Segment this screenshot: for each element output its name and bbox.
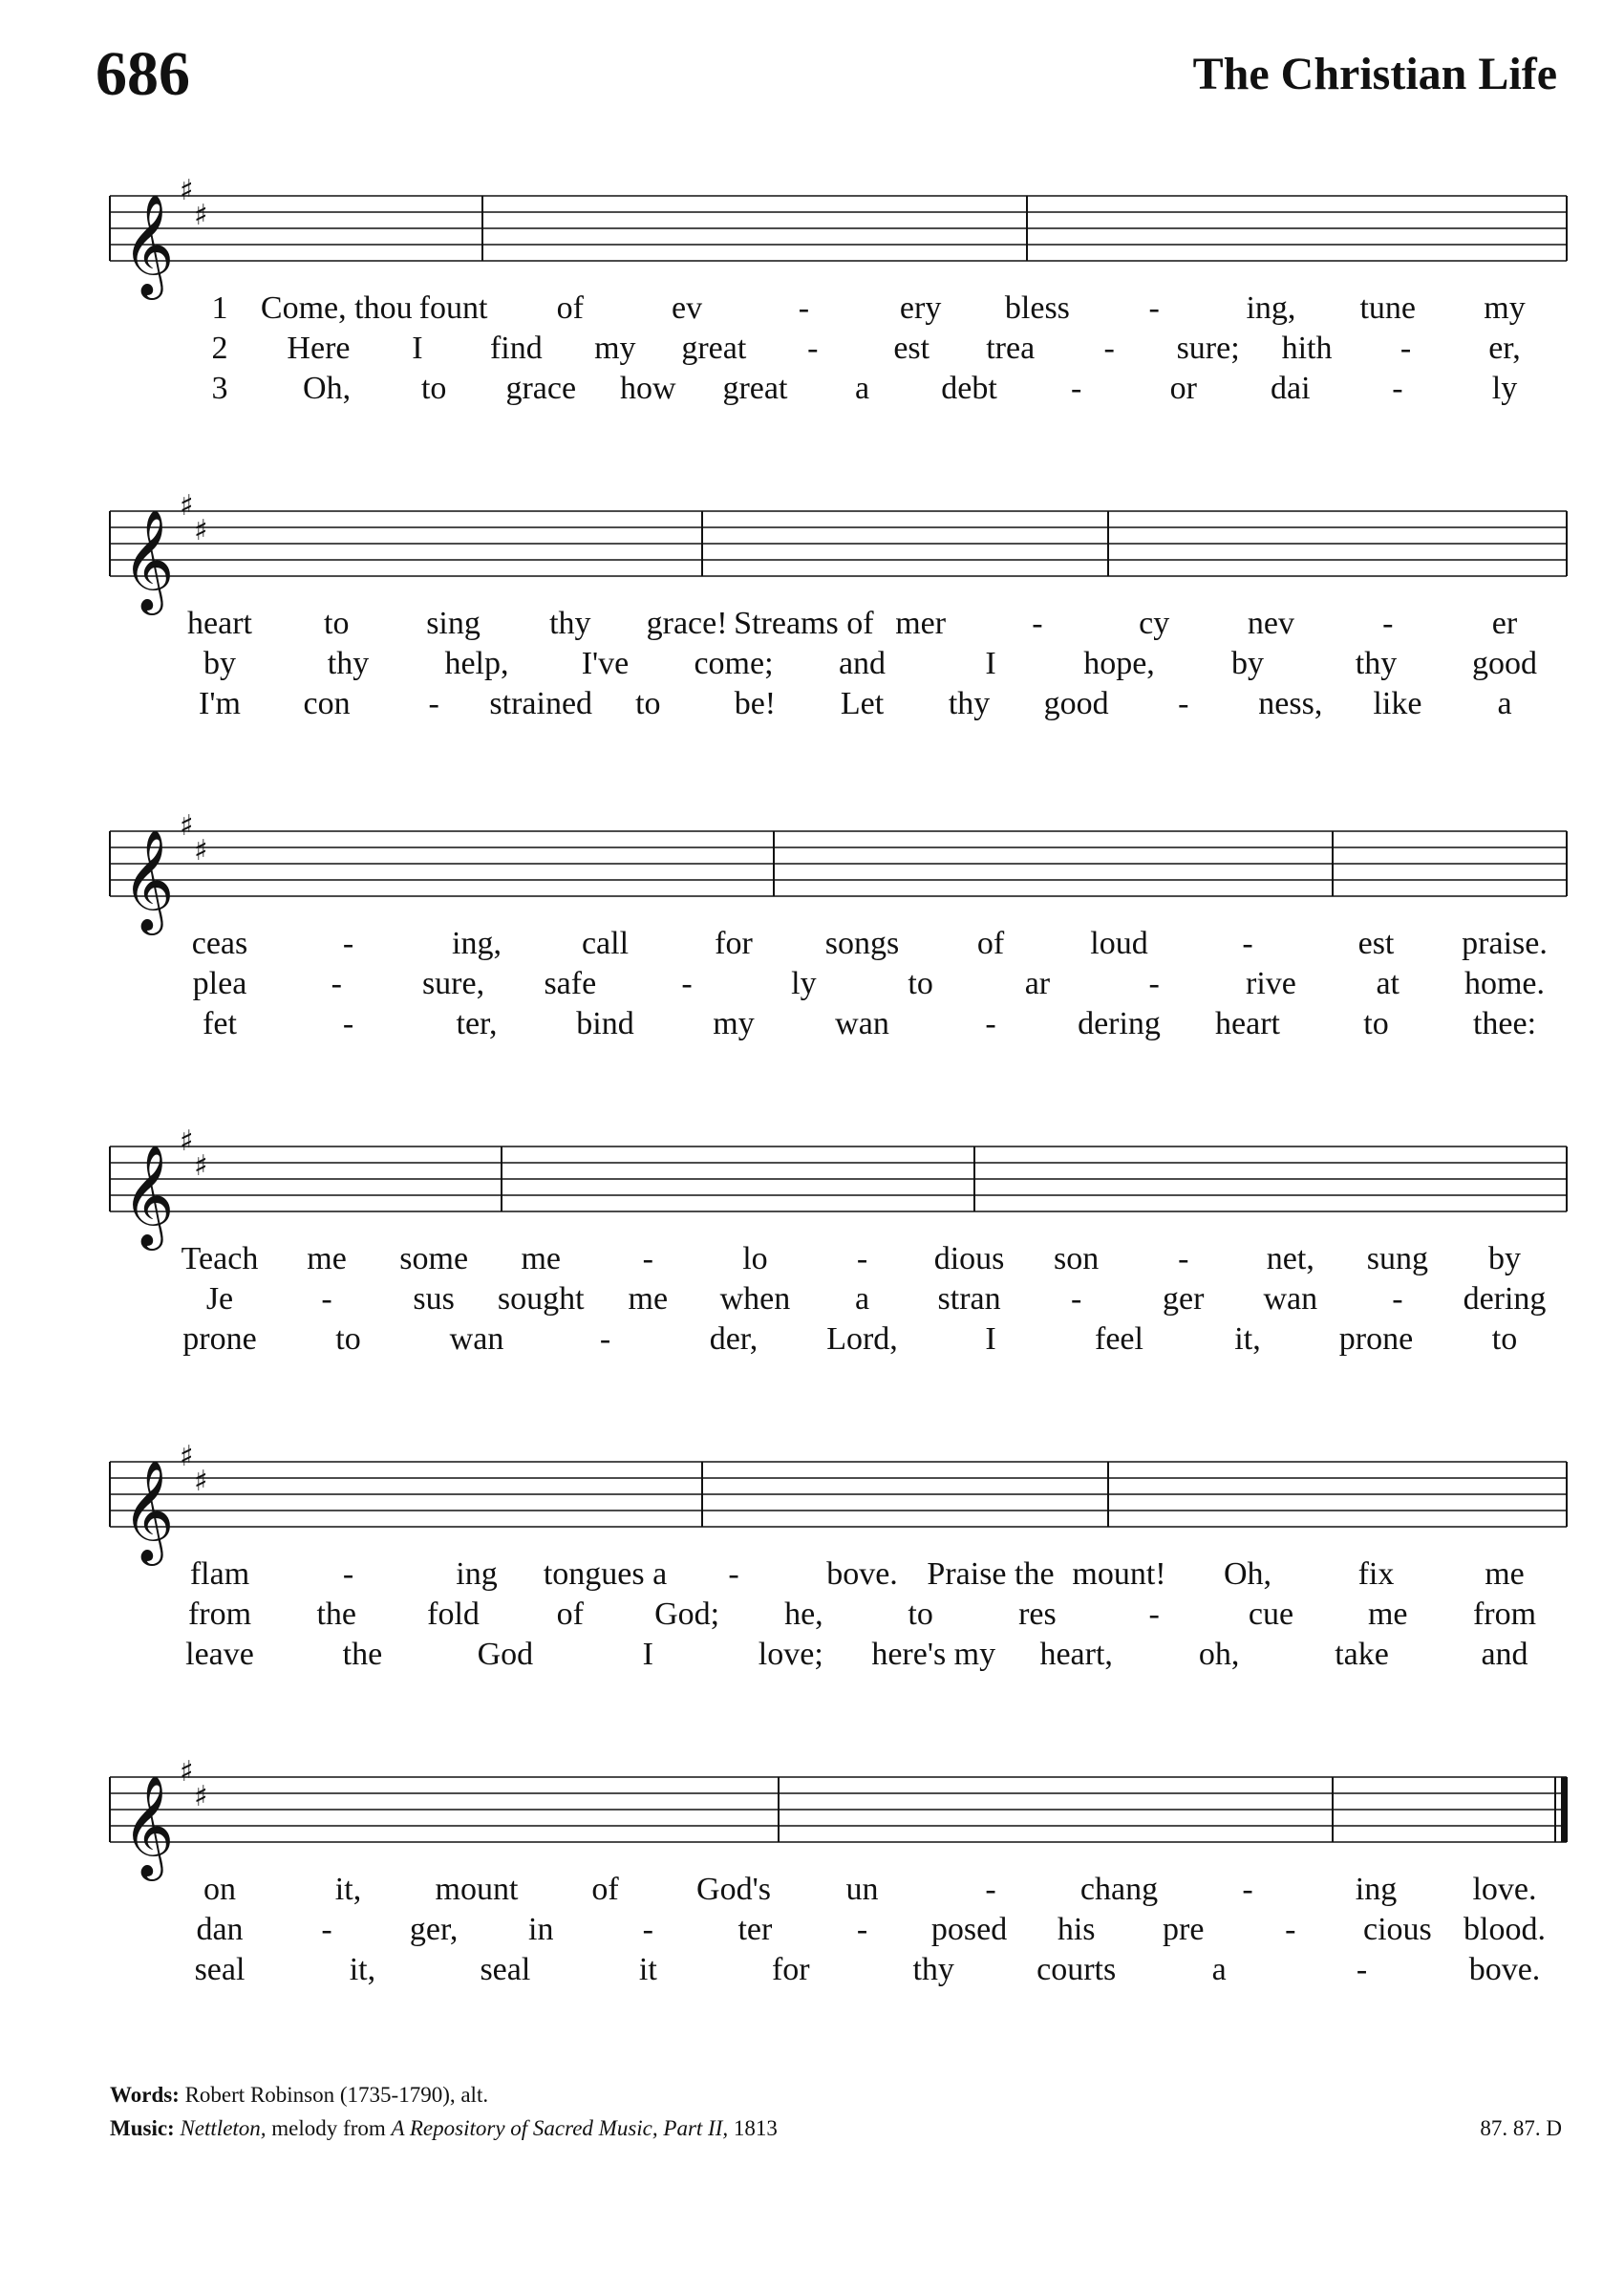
lyric-syllable: - (599, 1321, 611, 1357)
treble-clef: 𝄞 (122, 1459, 175, 1561)
lyric-syllable: for (771, 1952, 810, 1987)
lyric-syllable: - (1242, 926, 1253, 961)
lyric-syllable: the (316, 1597, 357, 1632)
lyric-syllable: Praise the (927, 1556, 1055, 1592)
lyric-syllable: a (854, 1281, 870, 1317)
key-signature-sharp: ♯ (194, 1465, 208, 1498)
lyric-syllable: er (1491, 606, 1518, 641)
lyric-syllable: wan (1263, 1281, 1318, 1317)
lyric-syllable: - (728, 1556, 739, 1592)
lyric-syllable: grace (505, 371, 577, 406)
lyric-syllable: - (342, 926, 354, 961)
lyric-syllable: con (303, 686, 351, 721)
lyric-syllable: safe (544, 966, 597, 1001)
lyric-syllable: to (1363, 1006, 1389, 1041)
key-signature-sharp: ♯ (180, 1440, 194, 1473)
lyric-syllable: 1 (211, 290, 228, 326)
lyric-syllable: thee: (1472, 1006, 1537, 1041)
lyric-syllable: great (722, 371, 788, 406)
key-signature-sharp: ♯ (180, 489, 194, 523)
lyric-syllable: - (642, 1912, 653, 1947)
lyric-syllable: dious (933, 1241, 1005, 1276)
key-signature-sharp: ♯ (180, 1125, 194, 1158)
lyric-syllable: sung (1366, 1241, 1429, 1276)
lyric-syllable: God's (696, 1872, 771, 1907)
lyric-syllable: fet (203, 1006, 237, 1041)
lyric-syllable: Oh, (303, 371, 352, 406)
lyric-syllable: res (1018, 1597, 1057, 1632)
lyric-syllable: great (681, 331, 747, 366)
lyric-syllable: songs (824, 926, 900, 961)
lyric-syllable: - (342, 1006, 354, 1041)
lyric-syllable: here's my (871, 1637, 996, 1672)
lyric-syllable: ar (1024, 966, 1051, 1001)
lyric-syllable: to (635, 686, 661, 721)
lyric-syllable: Come, thou (260, 290, 413, 326)
lyric-syllable: cy (1139, 606, 1170, 641)
lyric-syllable: - (681, 966, 693, 1001)
lyric-syllable: it, (349, 1952, 376, 1987)
lyric-syllable: - (1382, 606, 1394, 641)
lyric-syllable: find (489, 331, 543, 366)
lyric-syllable: - (642, 1241, 653, 1276)
lyric-syllable: from (187, 1597, 252, 1632)
lyric-syllable: ly (1491, 371, 1518, 406)
lyric-syllable: fold (427, 1597, 480, 1632)
lyric-syllable: dan (196, 1912, 244, 1947)
lyric-syllable: - (1032, 606, 1043, 641)
lyric-syllable: God (477, 1637, 534, 1672)
lyric-syllable: thy (549, 606, 591, 641)
lyric-syllable: - (856, 1241, 868, 1276)
lyric-syllable: ter, (456, 1006, 498, 1041)
lyric-syllable: - (342, 1556, 354, 1592)
lyric-syllable: thy (327, 646, 370, 681)
lyric-syllable: ly (791, 966, 817, 1001)
music-credit (110, 2116, 778, 2141)
lyric-syllable: chang (1079, 1872, 1159, 1907)
lyric-syllable: tongues a (543, 1556, 668, 1592)
lyric-syllable: God; (654, 1597, 720, 1632)
lyric-syllable: me (628, 1281, 669, 1317)
lyric-syllable: - (1242, 1872, 1253, 1907)
lyric-syllable: me (521, 1241, 562, 1276)
section-title: The Christian Life (1192, 49, 1557, 99)
lyric-syllable: I (642, 1637, 653, 1672)
lyric-syllable: sought (497, 1281, 585, 1317)
lyric-syllable: wan (449, 1321, 504, 1357)
lyric-syllable: heart, (1039, 1637, 1113, 1672)
lyric-syllable: trea (986, 331, 1036, 366)
lyric-syllable: of (556, 290, 584, 326)
final-barline-thick (1561, 1777, 1568, 1842)
lyric-syllable: oh, (1198, 1637, 1240, 1672)
lyric-syllable: me (307, 1241, 347, 1276)
lyric-syllable: stran (937, 1281, 1001, 1317)
lyric-syllable: debt (941, 371, 997, 406)
lyric-syllable: nev (1247, 606, 1295, 641)
lyric-syllable: my (713, 1006, 755, 1041)
lyric-syllable: I (985, 646, 996, 681)
lyric-syllable: dering (1078, 1006, 1161, 1041)
music-mid: melody from (271, 2116, 386, 2140)
lyric-syllable: dering (1463, 1281, 1547, 1317)
lyric-syllable: of (556, 1597, 584, 1632)
music-label: Music: (110, 2116, 175, 2140)
tune-name: Nettleton, (180, 2116, 267, 2140)
lyric-syllable: - (1148, 290, 1160, 326)
lyric-syllable: Teach (181, 1241, 259, 1276)
lyric-syllable: - (1148, 1597, 1160, 1632)
lyric-syllable: ing, (452, 926, 502, 961)
lyric-syllable: at (1376, 966, 1400, 1001)
lyric-syllable: net, (1266, 1241, 1314, 1276)
lyric-syllable: der, (709, 1321, 759, 1357)
lyric-syllable: ing (1355, 1872, 1398, 1907)
lyric-syllable: Lord, (826, 1321, 898, 1357)
lyric-syllable: strained (489, 686, 593, 721)
lyric-syllable: - (1071, 371, 1082, 406)
key-signature-sharp: ♯ (194, 514, 208, 547)
key-signature-sharp: ♯ (180, 809, 194, 843)
lyric-syllable: I've (581, 646, 630, 681)
lyric-syllable: ceas (191, 926, 248, 961)
lyric-syllable: heart (1215, 1006, 1280, 1041)
lyric-syllable: seal (480, 1952, 531, 1987)
lyric-syllable: plea (192, 966, 247, 1001)
lyric-syllable: ger, (409, 1912, 459, 1947)
lyric-syllable: by (1231, 646, 1264, 681)
lyric-syllable: love. (1472, 1872, 1537, 1907)
lyric-syllable: Streams of (734, 606, 874, 641)
lyric-syllable: ness, (1258, 686, 1323, 721)
lyric-syllable: a (1497, 686, 1512, 721)
lyric-syllable: sing (426, 606, 481, 641)
lyric-syllable: like (1373, 686, 1422, 721)
lyric-syllable: Let (840, 686, 885, 721)
lyric-syllable: take (1335, 1637, 1389, 1672)
treble-clef: 𝄞 (122, 1144, 175, 1246)
lyric-syllable: bind (576, 1006, 634, 1041)
lyric-syllable: and (838, 646, 887, 681)
lyric-syllable: grace! (646, 606, 728, 641)
lyric-syllable: the (342, 1637, 383, 1672)
lyric-syllable: prone (182, 1321, 257, 1357)
lyric-syllable: posed (930, 1912, 1008, 1947)
lyric-syllable: 2 (211, 331, 228, 366)
lyric-syllable: I'm (199, 686, 241, 721)
lyric-syllable: thy (948, 686, 991, 721)
lyric-syllable: - (1392, 371, 1403, 406)
lyric-syllable: and (1481, 1637, 1528, 1672)
lyric-syllable: of (591, 1872, 619, 1907)
words-credit (110, 2083, 488, 2108)
lyric-syllable: - (1285, 1912, 1296, 1947)
lyric-syllable: to (908, 1597, 933, 1632)
lyric-syllable: ger (1163, 1281, 1205, 1317)
lyric-syllable: to (908, 966, 933, 1001)
lyric-syllable: a (1211, 1952, 1227, 1987)
lyric-syllable: me (1485, 1556, 1525, 1592)
lyric-syllable: cious (1363, 1912, 1432, 1947)
lyric-syllable: I (412, 331, 423, 366)
lyric-syllable: - (985, 1872, 996, 1907)
lyric-syllable: to (1491, 1321, 1518, 1357)
lyric-syllable: from (1472, 1597, 1537, 1632)
lyric-syllable: bless (1004, 290, 1070, 326)
lyric-syllable: courts (1036, 1952, 1117, 1987)
lyric-syllable: - (807, 331, 819, 366)
lyric-syllable: leave (185, 1637, 254, 1672)
source-title: A Repository of Sacred Music, Part II, (391, 2116, 729, 2140)
lyric-syllable: some (399, 1241, 469, 1276)
lyric-syllable: Here (287, 331, 351, 366)
lyric-syllable: I (985, 1321, 996, 1357)
lyric-syllable: mer (895, 606, 947, 641)
lyric-syllable: by (1488, 1241, 1521, 1276)
lyric-syllable: est (1357, 926, 1395, 961)
lyric-syllable: how (620, 371, 676, 406)
lyric-syllable: - (1392, 1281, 1403, 1317)
key-signature-sharp: ♯ (194, 1780, 208, 1813)
music-year: 1813 (733, 2116, 778, 2140)
lyric-syllable: - (1356, 1952, 1368, 1987)
words-label: Words: (110, 2083, 180, 2107)
lyric-syllable: wan (835, 1006, 889, 1041)
treble-clef: 𝄞 (122, 1774, 175, 1876)
lyric-syllable: a (854, 371, 870, 406)
lyric-syllable: - (1178, 686, 1189, 721)
lyric-syllable: my (1484, 290, 1526, 326)
lyric-syllable: - (798, 290, 810, 326)
lyric-syllable: Oh, (1223, 1556, 1272, 1592)
lyric-syllable: - (331, 966, 342, 1001)
lyric-syllable: my (594, 331, 636, 366)
lyric-syllable: hith (1281, 331, 1333, 366)
lyric-syllable: mount (435, 1872, 519, 1907)
lyric-syllable: of (976, 926, 1005, 961)
lyric-syllable: ing, (1246, 290, 1296, 326)
lyric-syllable: dai (1271, 371, 1311, 406)
lyric-syllable: thy (912, 1952, 954, 1987)
lyric-syllable: heart (187, 606, 252, 641)
lyric-syllable: in (528, 1912, 554, 1947)
lyric-syllable: by (203, 646, 236, 681)
lyric-syllable: sus (413, 1281, 455, 1317)
lyric-syllable: un (845, 1872, 879, 1907)
lyric-syllable: loud (1090, 926, 1148, 961)
lyric-syllable: flam (189, 1556, 250, 1592)
lyric-syllable: - (1400, 331, 1412, 366)
key-signature-sharp: ♯ (194, 1149, 208, 1183)
lyric-syllable: - (321, 1912, 332, 1947)
lyric-syllable: - (321, 1281, 332, 1317)
lyric-syllable: est (893, 331, 930, 366)
lyric-syllable: ery (899, 290, 942, 326)
lyric-syllable: praise. (1462, 926, 1548, 961)
lyric-syllable: er, (1488, 331, 1521, 366)
lyric-syllable: feel (1095, 1321, 1143, 1357)
lyric-syllable: love; (758, 1637, 823, 1672)
lyric-syllable: thy (1355, 646, 1398, 681)
lyric-syllable: to (335, 1321, 361, 1357)
lyric-syllable: - (856, 1912, 868, 1947)
lyric-syllable: sure; (1176, 331, 1240, 366)
lyric-syllable: ter (737, 1912, 773, 1947)
lyric-syllable: or (1169, 371, 1197, 406)
lyric-syllable: good (1043, 686, 1109, 721)
lyric-syllable: sure, (421, 966, 485, 1001)
lyric-syllable: - (1103, 331, 1115, 366)
lyric-syllable: when (719, 1281, 791, 1317)
page-number: 686 (96, 39, 190, 109)
key-signature-sharp: ♯ (194, 199, 208, 232)
key-signature-sharp: ♯ (180, 174, 194, 207)
lyric-syllable: - (985, 1006, 996, 1041)
key-signature-sharp: ♯ (180, 1755, 194, 1789)
lyric-syllable: bove. (826, 1556, 898, 1592)
lyric-syllable: home. (1464, 966, 1546, 1001)
treble-clef: 𝄞 (122, 193, 175, 295)
lyric-syllable: to (324, 606, 350, 641)
lyric-syllable: - (428, 686, 439, 721)
treble-clef: 𝄞 (122, 828, 175, 931)
lyric-syllable: ev (672, 290, 703, 326)
lyric-syllable: fix (1357, 1556, 1395, 1592)
lyric-syllable: it, (1234, 1321, 1261, 1357)
lyric-syllable: me (1367, 1597, 1408, 1632)
lyric-syllable: blood. (1464, 1912, 1546, 1947)
lyric-syllable: call (581, 926, 630, 961)
lyric-syllable: prone (1338, 1321, 1414, 1357)
words-author: Robert Robinson (1735-1790), alt. (184, 2083, 489, 2107)
lyric-syllable: be! (734, 686, 777, 721)
lyric-syllable: help, (444, 646, 509, 681)
lyric-syllable: to (420, 371, 447, 406)
lyric-syllable: come; (694, 646, 774, 681)
lyric-syllable: it (638, 1952, 657, 1987)
meter: 87. 87. D (1480, 2116, 1562, 2140)
lyric-syllable: tune (1359, 290, 1417, 326)
lyric-syllable: pre (1163, 1912, 1205, 1947)
lyric-syllable: cue (1248, 1597, 1294, 1632)
lyric-syllable: his (1057, 1912, 1096, 1947)
lyric-syllable: - (1148, 966, 1160, 1001)
lyric-syllable: good (1472, 646, 1537, 681)
lyric-syllable: hope, (1083, 646, 1155, 681)
lyric-syllable: bove. (1468, 1952, 1541, 1987)
lyric-syllable: Je (205, 1281, 234, 1317)
lyric-syllable: it, (334, 1872, 362, 1907)
lyric-syllable: for (715, 926, 753, 961)
key-signature-sharp: ♯ (194, 834, 208, 868)
lyric-syllable: ing (456, 1556, 498, 1592)
lyric-syllable: son (1054, 1241, 1100, 1276)
lyric-syllable: - (1071, 1281, 1082, 1317)
lyric-syllable: mount! (1072, 1556, 1166, 1592)
lyric-syllable: fount (418, 290, 488, 326)
lyric-syllable: - (1178, 1241, 1189, 1276)
lyric-syllable: he, (784, 1597, 823, 1632)
lyric-syllable: seal (194, 1952, 246, 1987)
lyric-syllable: lo (742, 1241, 768, 1276)
treble-clef: 𝄞 (122, 508, 175, 611)
lyric-syllable: rive (1246, 966, 1296, 1001)
lyric-syllable: 3 (211, 371, 228, 406)
lyric-syllable: on (203, 1872, 236, 1907)
